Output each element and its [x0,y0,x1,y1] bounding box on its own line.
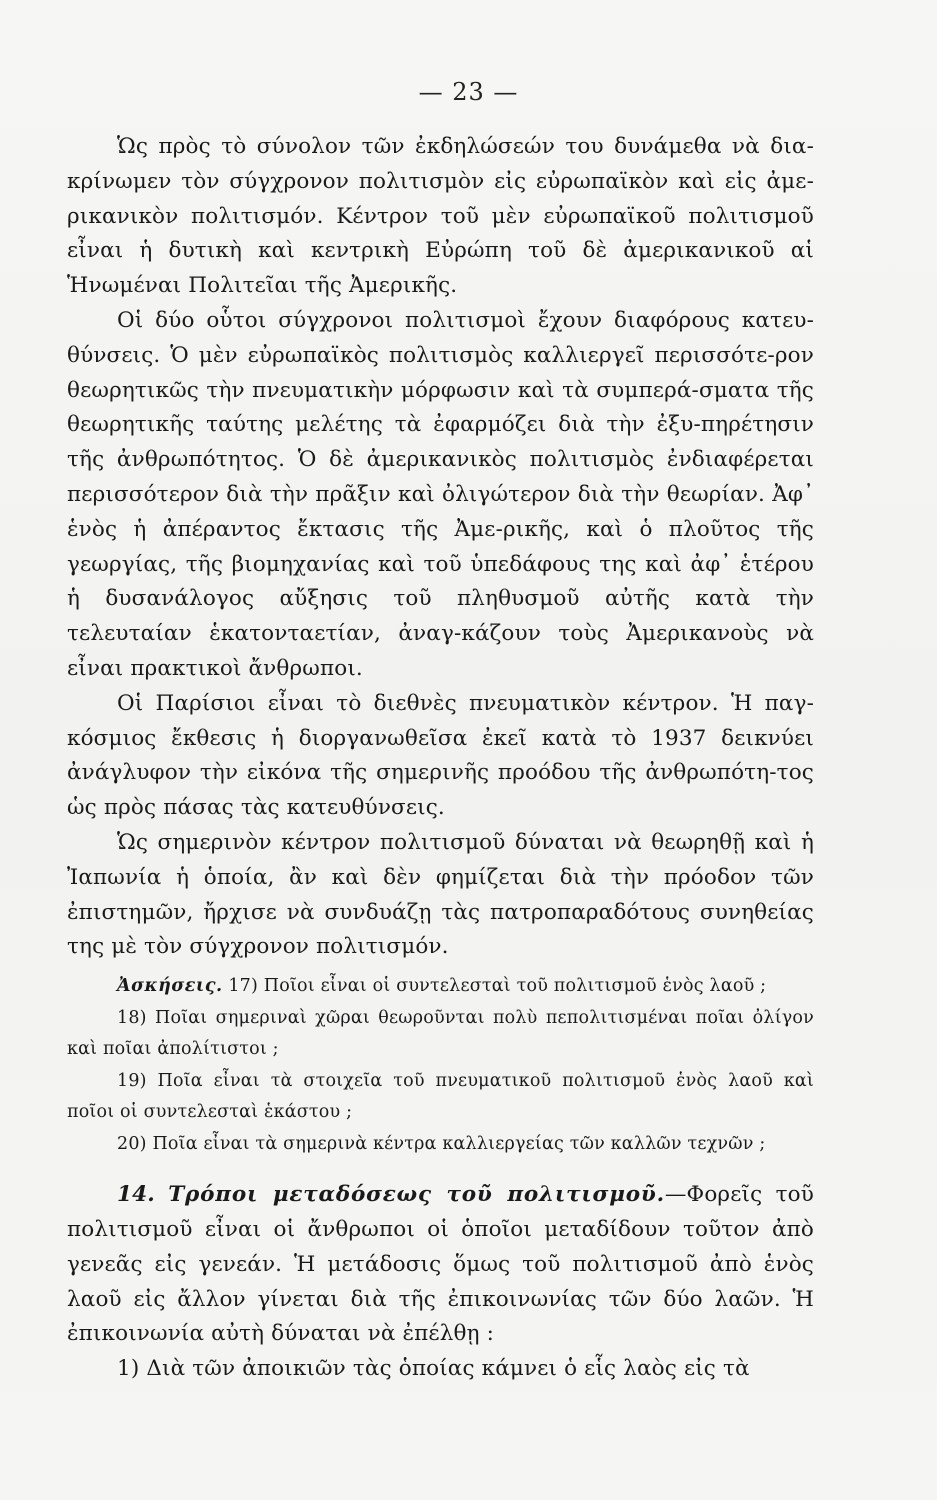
paragraph-1: Ὡς πρὸς τὸ σύνολον τῶν ἐκδηλώσεών του δυνάμεθα νὰ δια-κρίνωμεν τὸν σύγχρονον πολιτισμὸν εἰς εὐρωπαϊκὸν καὶ εἰς ἀμε-ρικανικὸν πολιτισμόν. Κέντρον τοῦ μὲν εὐρωπαϊκοῦ πολιτισμοῦ εἶναι ἡ δυτικὴ καὶ κεντρικὴ Εὐρώπη τοῦ δὲ ἀμερικανικοῦ αἱ Ἡνωμέναι Πολιτεῖαι τῆς Ἀμερικῆς. [67,134,814,299]
list-item-1: 1) Διὰ τῶν ἀποικιῶν τὰς ὁποίας κάμνει ὁ εἷς λαὸς εἰς τὰ [117,1356,750,1382]
exercise-19: 19) Ποῖα εἶναι τὰ στοιχεῖα τοῦ πνευματικοῦ πολιτισμοῦ ἑνὸς λαοῦ καὶ ποῖοι οἱ συντελεσταὶ ἑκάστου ; [67,1070,814,1123]
page-number: — 23 — [418,78,519,106]
exercise-17 [67,971,814,1003]
section-14 [67,1178,814,1387]
paragraph-2: Οἱ δύο οὗτοι σύγχρονοι πολιτισμοὶ ἔχουν διαφόρους κατευ-θύνσεις. Ὁ μὲν εὐρωπαϊκὸς πολιτισμὸς καλλιεργεῖ περισσότε-ρον θεωρητικῶς τὴν πνευματικὴν μόρφωσιν καὶ τὰ συμπερά-σματα τῆς θεωρητικῆς ταύτης μελέτης τὰ ἐφαρμόζει διὰ τὴν ἐξυ-πηρέτησιν τῆς ἀνθρωπότητος. Ὁ δὲ ἀμερικανικὸς πολιτισμὸς ἐνδιαφέρεται περισσότερον διὰ τὴν πρᾶξιν καὶ ὀλιγώτερον διὰ τὴν θεωρίαν. Ἀφ᾽ ἑνὸς ἡ ἀπέραντος ἔκτασις τῆς Ἀμε-ρικῆς, καὶ ὁ πλοῦτος τῆς γεωργίας, τῆς βιομηχανίας καὶ τοῦ ὑπεδάφους της καὶ ἀφ᾽ ἑτέρου ἡ δυσανάλογος αὔξησις τοῦ πληθυσμοῦ αὐτῆς κατὰ τὴν τελευταίαν ἑκατονταετίαν, ἀναγ-κάζουν τοὺς Ἀμερικανοὺς νὰ εἶναι πρακτικοὶ ἄνθρωποι. [67,307,814,681]
exercise-20: 20) Ποῖα εἶναι τὰ σημερινὰ κέντρα καλλιεργείας τῶν καλλῶν τεχνῶν ; [117,1133,766,1154]
section-body: —Φορεῖς τοῦ πολιτισμοῦ εἶναι οἱ ἄνθρωποι οἱ ὁποῖοι μεταδίδουν τοῦτον ἀπὸ γενεᾶς εἰς γενεάν. Ἡ μετάδοσις ὅμως τοῦ πολιτισμοῦ ἀπὸ ἑνὸς λαοῦ εἰς ἄλλον γίνεται διὰ τῆς ἐπικοινωνίας τῶν δύο λαῶν. Ἡ ἐπικοινωνία αὐτὴ δύναται νὰ ἐπέλθῃ : [67,1182,814,1347]
exercise-text: 17) Ποῖοι εἶναι οἱ συντελεσταὶ τοῦ πολιτισμοῦ ἑνὸς λαοῦ ; [228,976,767,997]
section-number: 14. [117,1182,155,1208]
exercises-label: Ἀσκήσεις. [117,976,223,997]
section-title: Τρόποι μεταδόσεως τοῦ πολιτισμοῦ. [168,1182,665,1208]
section-paragraph [67,1178,814,1352]
paragraph-4: Ὡς σημερινὸν κέντρον πολιτισμοῦ δύναται νὰ θεωρηθῇ καὶ ἡ Ἰαπωνία ἡ ὁποία, ἂν καὶ δὲν φημίζεται διὰ τὴν πρόοδον τῶν ἐπιστημῶν, ἤρχισε νὰ συνδυάζῃ τὰς πατροπαραδότους συνηθείας της μὲ τὸν σύγχρονον πολιτισμόν. [67,829,814,960]
exercise-18: 18) Ποῖαι σημεριναὶ χῶραι θεωροῦνται πολὺ πεπολιτισμέναι ποῖαι ὀλίγον καὶ ποῖαι ἀπολίτιστοι ; [67,1007,814,1060]
exercises [67,971,814,1160]
paragraph-3: Οἱ Παρίσιοι εἶναι τὸ διεθνὲς πνευματικὸν κέντρον. Ἡ παγ-κόσμιος ἔκθεσις ἡ διοργανωθεῖσα ἐκεῖ κατὰ τὸ 1937 δεικνύει ἀνάγλυφον τὴν εἰκόνα τῆς σημερινῆς προόδου τῆς ἀνθρωπότη-τος ὡς πρὸς πάσας τὰς κατευθύνσεις. [67,690,814,821]
page-text [67,130,814,1387]
